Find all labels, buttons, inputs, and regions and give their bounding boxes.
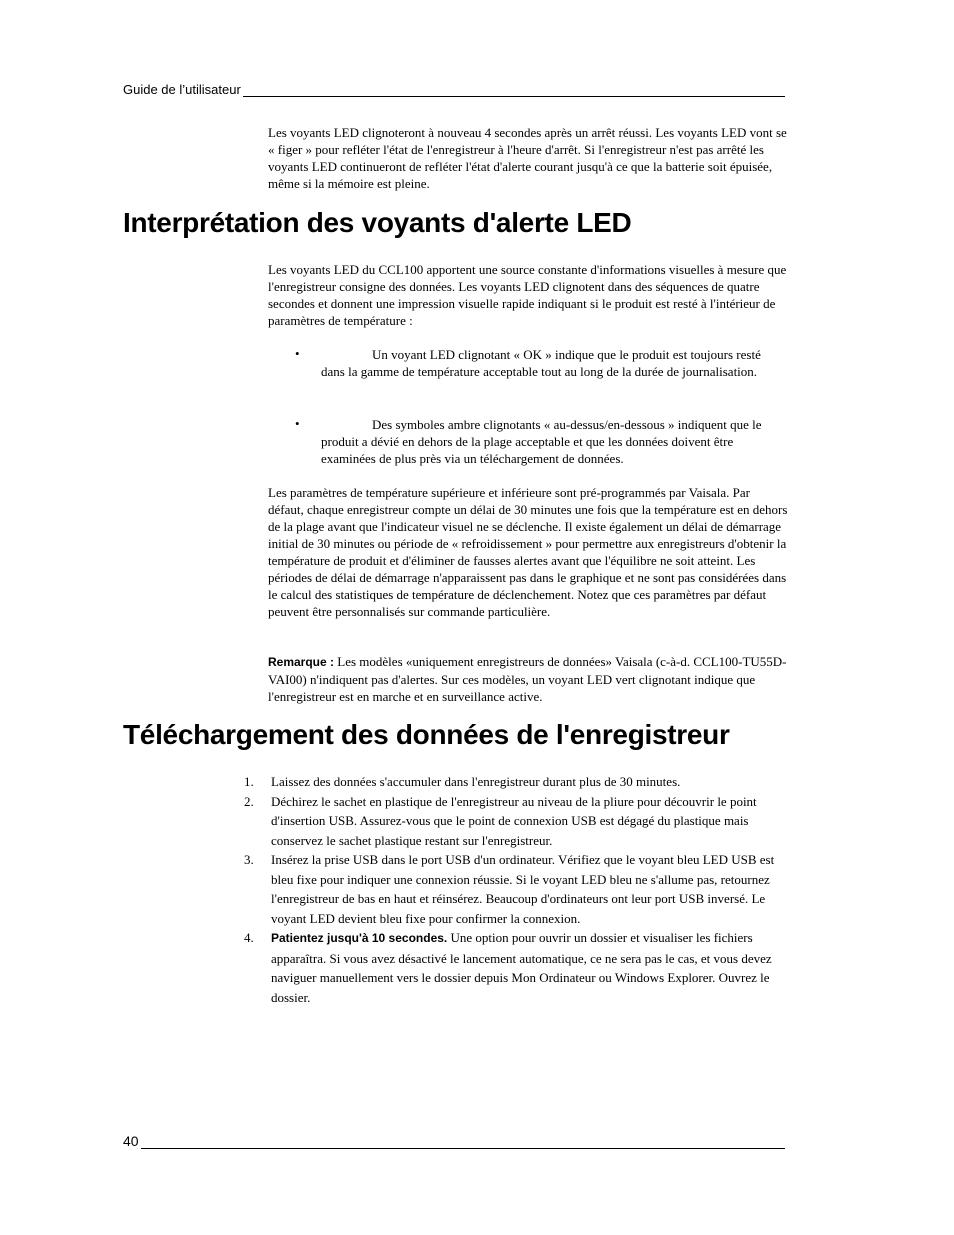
note-text: Les modèles «uniquement enregistreurs de données» Vaisala (c-à-d. CCL100-TU55D-VAI00) n'indiquent pas d'alertes. Sur ces modèles, un voyant LED vert clignotant indique que l'enregistreur est en marche et en surveillance active. <box>268 654 787 704</box>
step-text: Une option pour ouvrir un dossier et visualiser les fichiers apparaîtra. Si vous avez désactivé le lancement automatique, ce ne sera pas le cas, et vous devez naviguer manuellement vers le dossier depuis Mon Ordinateur ou Windows Explorer. Ouvrez le dossier. <box>271 930 772 1005</box>
footer-rule <box>141 1135 785 1149</box>
step-number: 3. <box>244 852 254 867</box>
section-heading-data-download: Téléchargement des données de l'enregistreur <box>123 719 730 750</box>
page-header <box>123 82 785 97</box>
page-footer <box>123 1133 785 1149</box>
note-paragraph <box>268 653 788 705</box>
bullet-item-amber-symbols <box>321 416 781 467</box>
list-item <box>244 850 792 928</box>
bullet-marker: • <box>295 346 300 361</box>
list-item <box>244 928 792 1007</box>
step-text: Déchirez le sachet en plastique de l'enregistreur au niveau de la pliure pour découvrir le point d'insertion USB. Assurez-vous que le point de connexion USB est dégagé du plastique mais conservez le sachet plastique restant sur l'enregistreur. <box>271 793 757 848</box>
download-steps-list <box>244 772 792 1007</box>
step-text: Laissez des données s'accumuler dans l'enregistreur durant plus de 30 minutes. <box>271 774 681 789</box>
step-text: Insérez la prise USB dans le port USB d'un ordinateur. Vérifiez que le voyant bleu LED USB est bleu fixe pour indiquer une connexion réussie. Si le voyant LED bleu ne s'allume pas, retournez l'enregistreur de bas en haut et réinsérez. Beaucoup d'ordinateurs ont leur port USB inversé. Le voyant LED devient bleu fixe pour confirmer la connexion. <box>271 852 775 926</box>
step-number: 1. <box>244 774 254 789</box>
page-number: 40 <box>123 1133 139 1149</box>
step-number: 2. <box>244 793 254 809</box>
bullet-text: Des symboles ambre clignotants « au-dessus/en-dessous » indiquent que le produit a dévié en dehors de la plage acceptable et que les données doivent être examinées de plus près via un téléchargement de données. <box>321 417 762 466</box>
temperature-parameters-paragraph: Les paramètres de température supérieure et inférieure sont pré-programmés par Vaisala. Par défaut, chaque enregistreur compte un délai de 30 minutes une fois que la température est en dehors de la plage avant que l'indicateur visuel ne se déclenche. Il existe également un délai de démarrage initial de 30 minutes ou période de « refroidissement » pour permettre aux enregistreurs d'obtenir la température de produit et d'éliminer de fausses alertes avant que l'équilibre ne soit atteint. Les périodes de délai de démarrage n'apparaissent pas dans le graphique et ne sont pas considérées dans le calcul des statistiques de température de déclenchement. Notez que ces paramètres par défaut peuvent être personnalisés sur commande particulière. <box>268 485 788 619</box>
step-number: 4. <box>244 930 254 945</box>
bullet-marker: • <box>295 416 300 431</box>
list-item <box>244 792 792 851</box>
header-rule <box>243 83 785 97</box>
section-heading-led-alerts: Interprétation des voyants d'alerte LED <box>123 207 632 238</box>
intro-paragraph: Les voyants LED clignoteront à nouveau 4 secondes après un arrêt réussi. Les voyants LED vont se « figer » pour refléter l'état de l'enregistreur à l'heure d'arrêt. Si l'enregistreur n'est pas arrêté les voyants LED continueront de refléter l'état d'alerte courant jusqu'à ce que la batterie soit épuisée, même si la mémoire est pleine. <box>268 125 787 191</box>
note-label: Remarque : <box>268 655 335 669</box>
step-bold-text: Patientez jusqu'à 10 secondes. <box>271 931 448 945</box>
header-title: Guide de l’utilisateur <box>123 82 241 97</box>
bullet-item-ok-led <box>321 346 781 380</box>
bullet-text: Un voyant LED clignotant « OK » indique que le produit est toujours resté dans la gamme de température acceptable tout au long de la durée de journalisation. <box>321 347 761 379</box>
led-intro-paragraph: Les voyants LED du CCL100 apportent une source constante d'informations visuelles à mesure que l'enregistreur consigne des données. Les voyants LED clignotent dans des séquences de quatre secondes et donnent une impression visuelle rapide indiquant si le produit est resté à l'intérieur de paramètres de température : <box>268 262 787 328</box>
list-item <box>244 772 792 792</box>
